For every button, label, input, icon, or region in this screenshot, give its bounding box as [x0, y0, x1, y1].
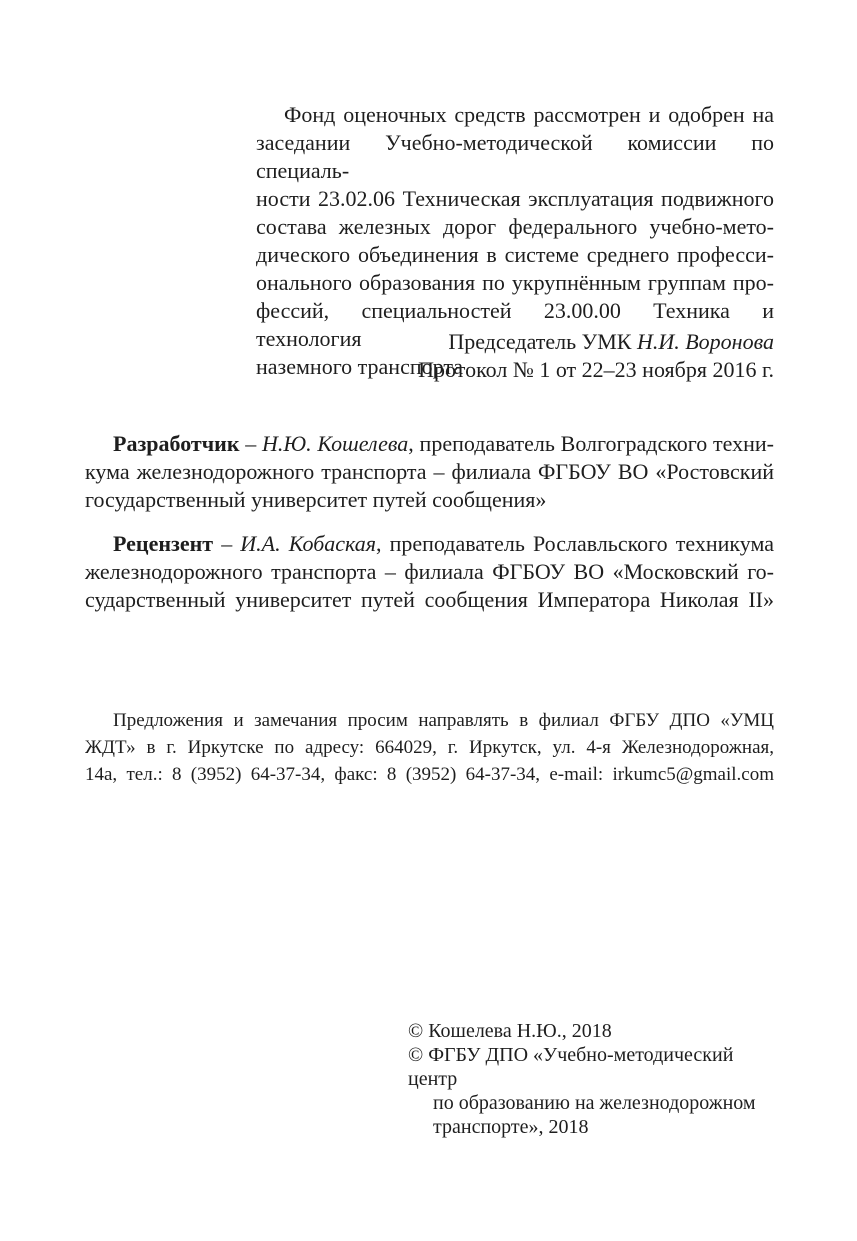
developer-label: Разработчик [113, 431, 240, 456]
developer-line-rest: , преподаватель Волгоградского техни- [408, 431, 774, 456]
contact-line: ЖДТ» в г. Иркутске по адресу: 664029, г. Иркутск, ул. 4-я Железнодорожная, [85, 737, 774, 758]
contact-line: 14а, тел.: 8 (3952) 64-37-34, факс: 8 (3952) 64-37-34, e-mail: irkumc5@gmail.com [85, 764, 774, 785]
approval-line: наземного транспорта [256, 354, 463, 379]
approval-line: фессий, специальностей 23.00.00 Техника и технология [256, 298, 774, 351]
approval-line: дического объединения в системе среднего професси- [256, 242, 774, 267]
reviewer-line [85, 530, 774, 558]
developer-line: кума железнодорожного транспорта – филиала ФГБОУ ВО «Ростовский [85, 459, 774, 484]
copyright-line: по образованию на железнодорожном [433, 1092, 756, 1114]
approval-line: заседании Учебно-методической комиссии по специаль- [256, 130, 774, 183]
chairman-role: Председатель УМК [448, 329, 637, 354]
chairman-name: Н.И. Воронова [636, 329, 774, 354]
copyright-line: транспорте», 2018 [433, 1116, 589, 1138]
approval-line: состава железных дорог федерального учебно-мето- [256, 214, 774, 239]
developer-name: Н.Ю. Кошелева [262, 431, 409, 456]
copyright-line: © Кошелева Н.Ю., 2018 [408, 1020, 612, 1042]
reviewer-name: И.А. Кобаская [240, 531, 376, 556]
contact-paragraph [85, 707, 774, 788]
reviewer-dash: – [213, 531, 241, 556]
approval-line: ности 23.02.06 Техническая эксплуатация подвижного [256, 186, 774, 211]
developer-line: государственный университет путей сообщения» [85, 487, 547, 512]
developer-paragraph [85, 430, 774, 514]
reviewer-line: сударственный университет путей сообщения Императора Николая II» [85, 587, 774, 612]
contact-line: Предложения и замечания просим направлять в филиал ФГБУ ДПО «УМЦ [113, 710, 774, 731]
reviewer-line-rest: , преподаватель Рославльского техникума [376, 531, 774, 556]
developer-line [85, 430, 774, 458]
reviewer-line: железнодорожного транспорта – филиала ФГБОУ ВО «Московский го- [85, 559, 774, 584]
protocol-line: Протокол № 1 от 22–23 ноября 2016 г. [418, 357, 774, 382]
reviewer-label: Рецензент [113, 531, 214, 556]
copyright-line: © ФГБУ ДПО «Учебно-методический центр [408, 1044, 734, 1090]
developer-dash: – [239, 431, 263, 456]
approval-line: Фонд оценочных средств рассмотрен и одобрен на [284, 102, 774, 127]
copyright-block [408, 1019, 780, 1139]
chairman-line [256, 328, 774, 356]
chairman-block [256, 328, 774, 384]
approval-line: онального образования по укрупнённым группам про- [256, 270, 774, 295]
reviewer-paragraph [85, 530, 774, 614]
